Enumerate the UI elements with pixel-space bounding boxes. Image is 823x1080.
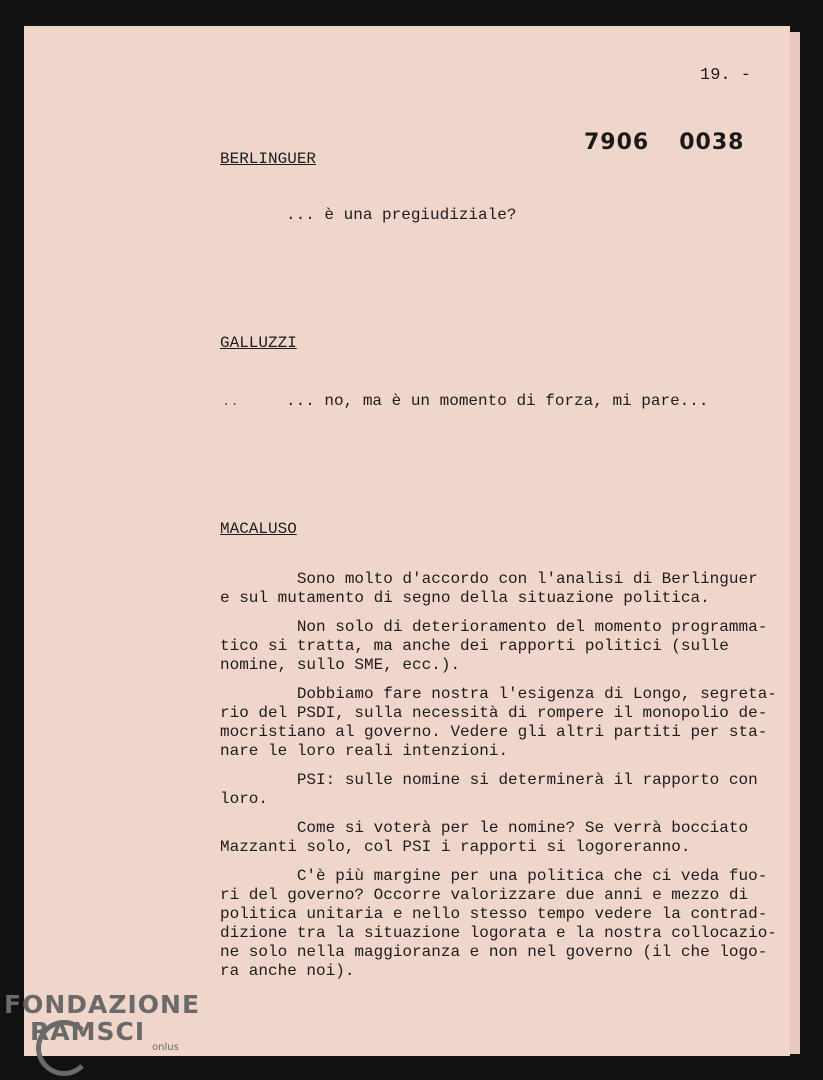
paragraph: Non solo di deterioramento del momento programma- tico si tratta, ma anche dei rapporti politici (sulle nomine, sullo SME, ecc.).: [220, 618, 768, 674]
speaker-macaluso: MACALUSO: [220, 520, 297, 538]
speaker-berlinguer: BERLINGUER: [220, 150, 317, 168]
paragraph: PSI: sulle nomine si determinerà il rapporto con loro.: [220, 771, 758, 808]
document-page: [24, 26, 790, 1056]
galluzzi-line: ... no, ma è un momento di forza, mi pare...: [286, 392, 709, 410]
watermark-line-2: RAMSCI: [30, 1017, 146, 1046]
page-number: 19. -: [700, 66, 752, 85]
archive-code-part-2: 0038: [679, 130, 745, 155]
margin-mark: ..: [222, 394, 239, 410]
paragraph: Come si voterà per le nomine? Se verrà bocciato Mazzanti solo, col PSI i rapporti si logoreranno.: [220, 819, 749, 856]
fondazione-gramsci-watermark: [4, 990, 200, 1053]
berlinguer-line: ... è una pregiudiziale?: [286, 206, 517, 224]
watermark-line-1: FONDAZIONE: [4, 990, 201, 1019]
archive-stamp: [584, 130, 774, 155]
macaluso-speech: [220, 570, 780, 991]
archive-code-part-1: 7906: [584, 130, 650, 155]
paragraph: Sono molto d'accordo con l'analisi di Berlinguer e sul mutamento di segno della situazione politica.: [220, 570, 758, 607]
speaker-galluzzi: GALLUZZI: [220, 334, 297, 352]
paragraph: C'è più margine per una politica che ci veda fuo- ri del governo? Occorre valorizzare due anni e mezzo di politica unitaria e nello stesso tempo vedere la contrad- dizione tra la situazione logorata e la nostra collocazio- ne solo nella maggioranza e non nel governo (il che logo- ra anche noi).: [220, 867, 777, 980]
watermark-onlus: onlus: [152, 1042, 179, 1053]
gramsci-g-logo-icon: [36, 1020, 92, 1076]
paragraph: Dobbiamo fare nostra l'esigenza di Longo, segreta- rio del PSDI, sulla necessità di rompere il monopolio de- mocristiano al governo. Vedere gli altri partiti per sta- nare le loro reali intenzioni.: [220, 685, 777, 760]
